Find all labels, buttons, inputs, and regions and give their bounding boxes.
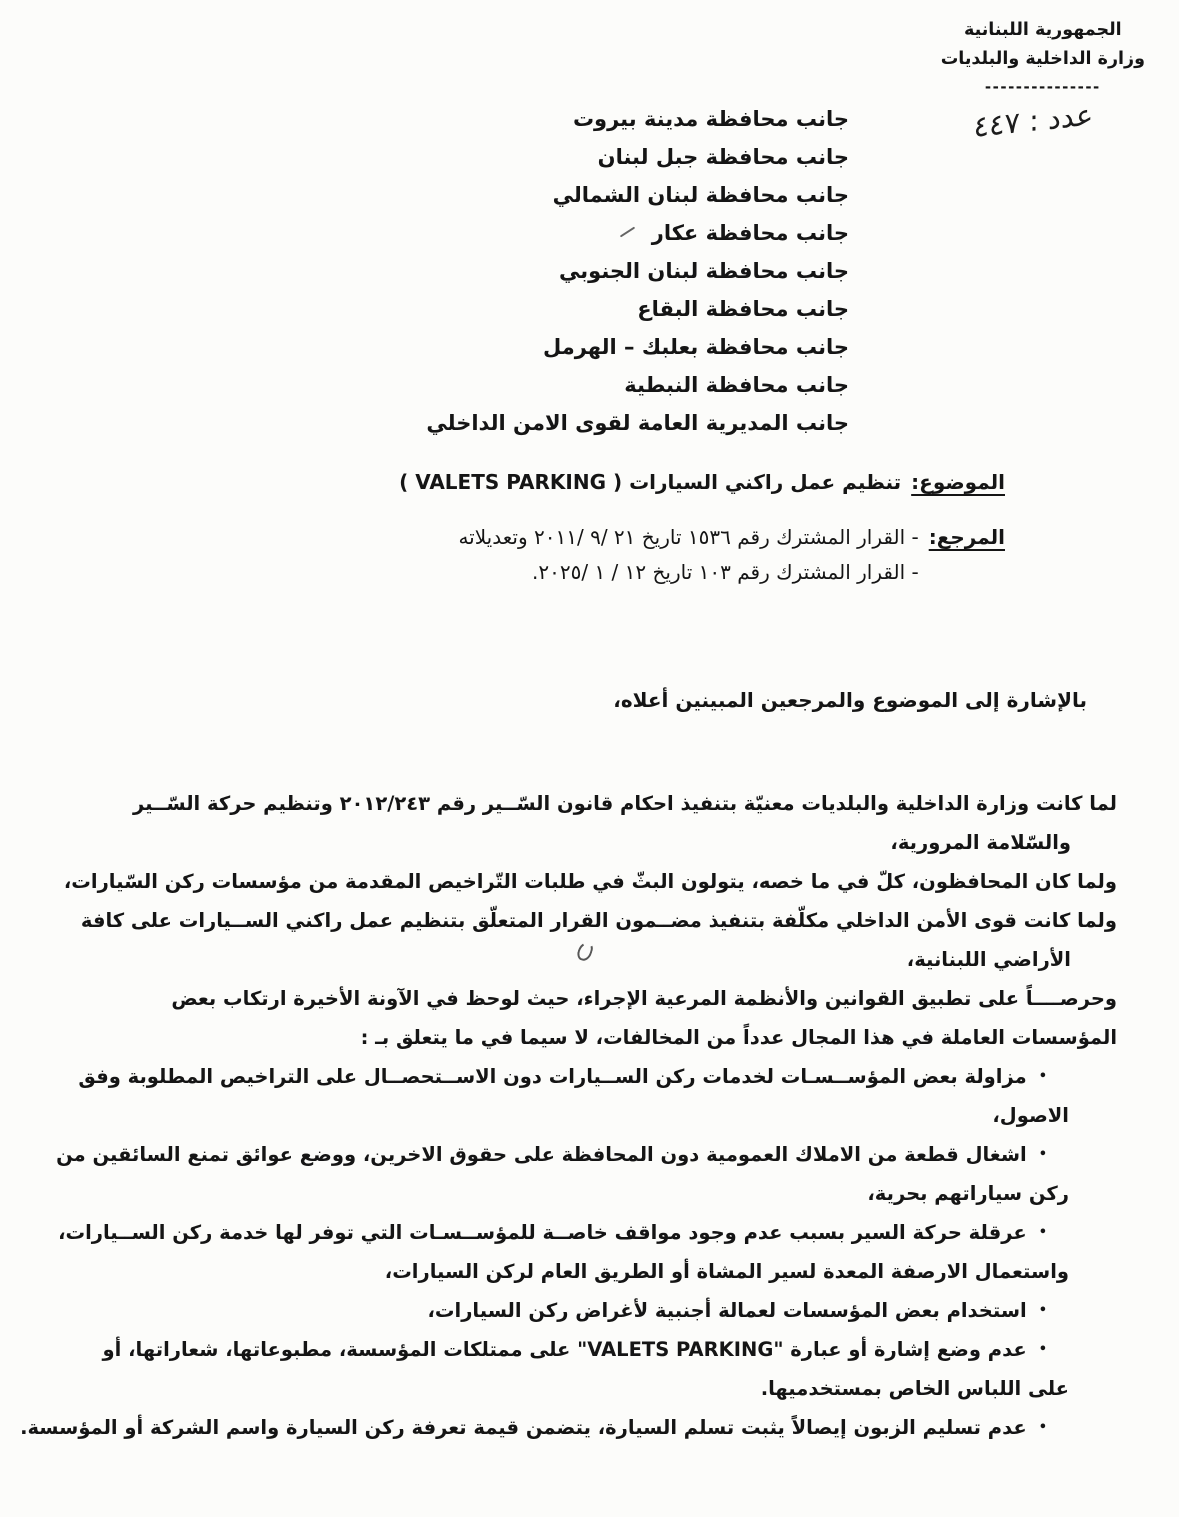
bullet-text: عدم تسليم الزبون إيصالاً يثبت تسلم السيارة، يتضمن قيمة تعرفة ركن السيارة واسم الشركة أو المؤسسة.	[20, 1416, 1027, 1439]
paragraph-line: والسّلامة المرورية،	[890, 831, 1071, 854]
recipient-item: جانب محافظة مدينة بيروت	[572, 107, 849, 131]
paragraph-line: لما كانت وزارة الداخلية والبلديات معنيّة بتنفيذ احكام قانون السّــير رقم ٢٠١٢/٢٤٣ وتنظيم حركة السّــير	[132, 792, 1117, 815]
reference-line	[0, 520, 1005, 590]
bullet-text: استخدام بعض المؤسسات لعمالة أجنبية لأغراض ركن السيارات،	[427, 1299, 1027, 1322]
bullet-item	[50, 1135, 1117, 1174]
bullet-marker-icon: •	[1038, 1147, 1047, 1162]
bullet-text: اشغال قطعة من الاملاك العمومية دون المحافظة على حقوق الاخرين، ووضع عوائق تمنع السائقين من	[56, 1143, 1027, 1166]
bullet-text: عرقلة حركة السير بسبب عدم وجود مواقف خاصــة للمؤســسـات التي توفر لها خدمة ركن الســيارات،	[58, 1221, 1027, 1244]
handwritten-registry-number: عدد : ٤٤٧	[973, 97, 1094, 145]
recipient-item: جانب محافظة بعلبك – الهرمل	[542, 335, 849, 359]
bullet-line: ركن سياراتهم بحرية،	[867, 1182, 1069, 1205]
subject-reference-block	[0, 470, 1179, 590]
reference-label: المرجع:	[928, 525, 1005, 549]
recipient-item: جانب المديرية العامة لقوى الامن الداخلي	[426, 411, 849, 435]
bullet-marker-icon: •	[1038, 1342, 1047, 1357]
bullet-marker-icon: •	[1038, 1225, 1047, 1240]
recipient-item: جانب محافظة جبل لبنان	[597, 145, 849, 169]
recipient-item: جانب محافظة لبنان الشمالي	[552, 183, 849, 207]
recipient-item: جانب محافظة النبطية	[624, 373, 849, 397]
bullet-marker-icon: •	[1038, 1420, 1047, 1435]
republic-title: الجمهورية اللبنانية	[963, 20, 1122, 40]
letterhead-divider: ---------------	[984, 78, 1101, 96]
bullet-line: الاصول،	[992, 1104, 1069, 1127]
paragraph-line: وحرصــــاً على تطبيق القوانين والأنظمة المرعية الإجراء، حيث لوحظ في الآونة الأخيرة ارتكاب بعض	[171, 987, 1117, 1010]
recipient-item: جانب محافظة البقاع	[637, 297, 849, 321]
bullet-item	[20, 1408, 1117, 1447]
bullet-item	[50, 1330, 1117, 1369]
ministry-title: وزارة الداخلية والبلديات	[940, 49, 1145, 69]
bullet-item	[50, 1213, 1117, 1252]
salutation-text: بالإشارة إلى الموضوع والمرجعين المبينين أعلاه،	[613, 688, 1087, 712]
bullet-item	[50, 1291, 1117, 1330]
bullet-text: مزاولة بعض المؤســسـات لخدمات ركن الســيارات دون الاســتحصــال على التراخيص المطلوبة وفق	[78, 1065, 1027, 1088]
subject-text: تنظيم عمل راكني السيارات ( VALETS PARKING )	[399, 470, 902, 494]
paragraph-line: الأراضي اللبنانية،	[906, 948, 1071, 971]
bullet-line: على اللباس الخاص بمستخدميها.	[760, 1377, 1069, 1400]
subject-line	[0, 470, 1005, 494]
letterhead	[941, 16, 1145, 96]
bullet-text: عدم وضع إشارة أو عبارة "VALETS PARKING" على ممتلكات المؤسسة، مطبوعاتها، شعاراتها، أو	[102, 1338, 1027, 1361]
reference-item: - القرار المشترك رقم ١٠٣ تاريخ ١٢ / ١ /٢٠٢٥.	[532, 560, 919, 584]
letter-body	[0, 784, 1179, 1447]
bullet-item	[50, 1057, 1117, 1096]
bullet-marker-icon: •	[1038, 1303, 1047, 1318]
recipient-item: جانب محافظة لبنان الجنوبي	[559, 259, 849, 283]
recipient-item	[0, 214, 849, 252]
bullet-line: واستعمال الارصفة المعدة لسير المشاة أو الطريق العام لركن السيارات،	[384, 1260, 1069, 1283]
handwritten-tick-mark	[620, 227, 635, 238]
paragraph-line: ولما كانت قوى الأمن الداخلي مكلّفة بتنفيذ مضــمون القرار المتعلّق بتنظيم عمل راكني الســيارات على كافة	[80, 909, 1117, 932]
subject-label: الموضوع:	[911, 470, 1005, 494]
reference-item: - القرار المشترك رقم ١٥٣٦ تاريخ ٢١ /٩ /٢٠١١ وتعديلاته	[458, 525, 919, 549]
bullet-marker-icon: •	[1038, 1069, 1047, 1084]
recipient-item-label: جانب محافظة عكار	[651, 221, 849, 245]
paragraph-line: ولما كان المحافظون، كلّ في ما خصه، يتولون البثّ في طلبات التّراخيص المقدمة من مؤسسات ركن السّيارات،	[63, 870, 1117, 893]
reference-items	[458, 520, 918, 590]
paragraph-line: المؤسسات العاملة في هذا المجال عدداً من المخالفات، لا سيما في ما يتعلق بـ :	[360, 1026, 1117, 1049]
